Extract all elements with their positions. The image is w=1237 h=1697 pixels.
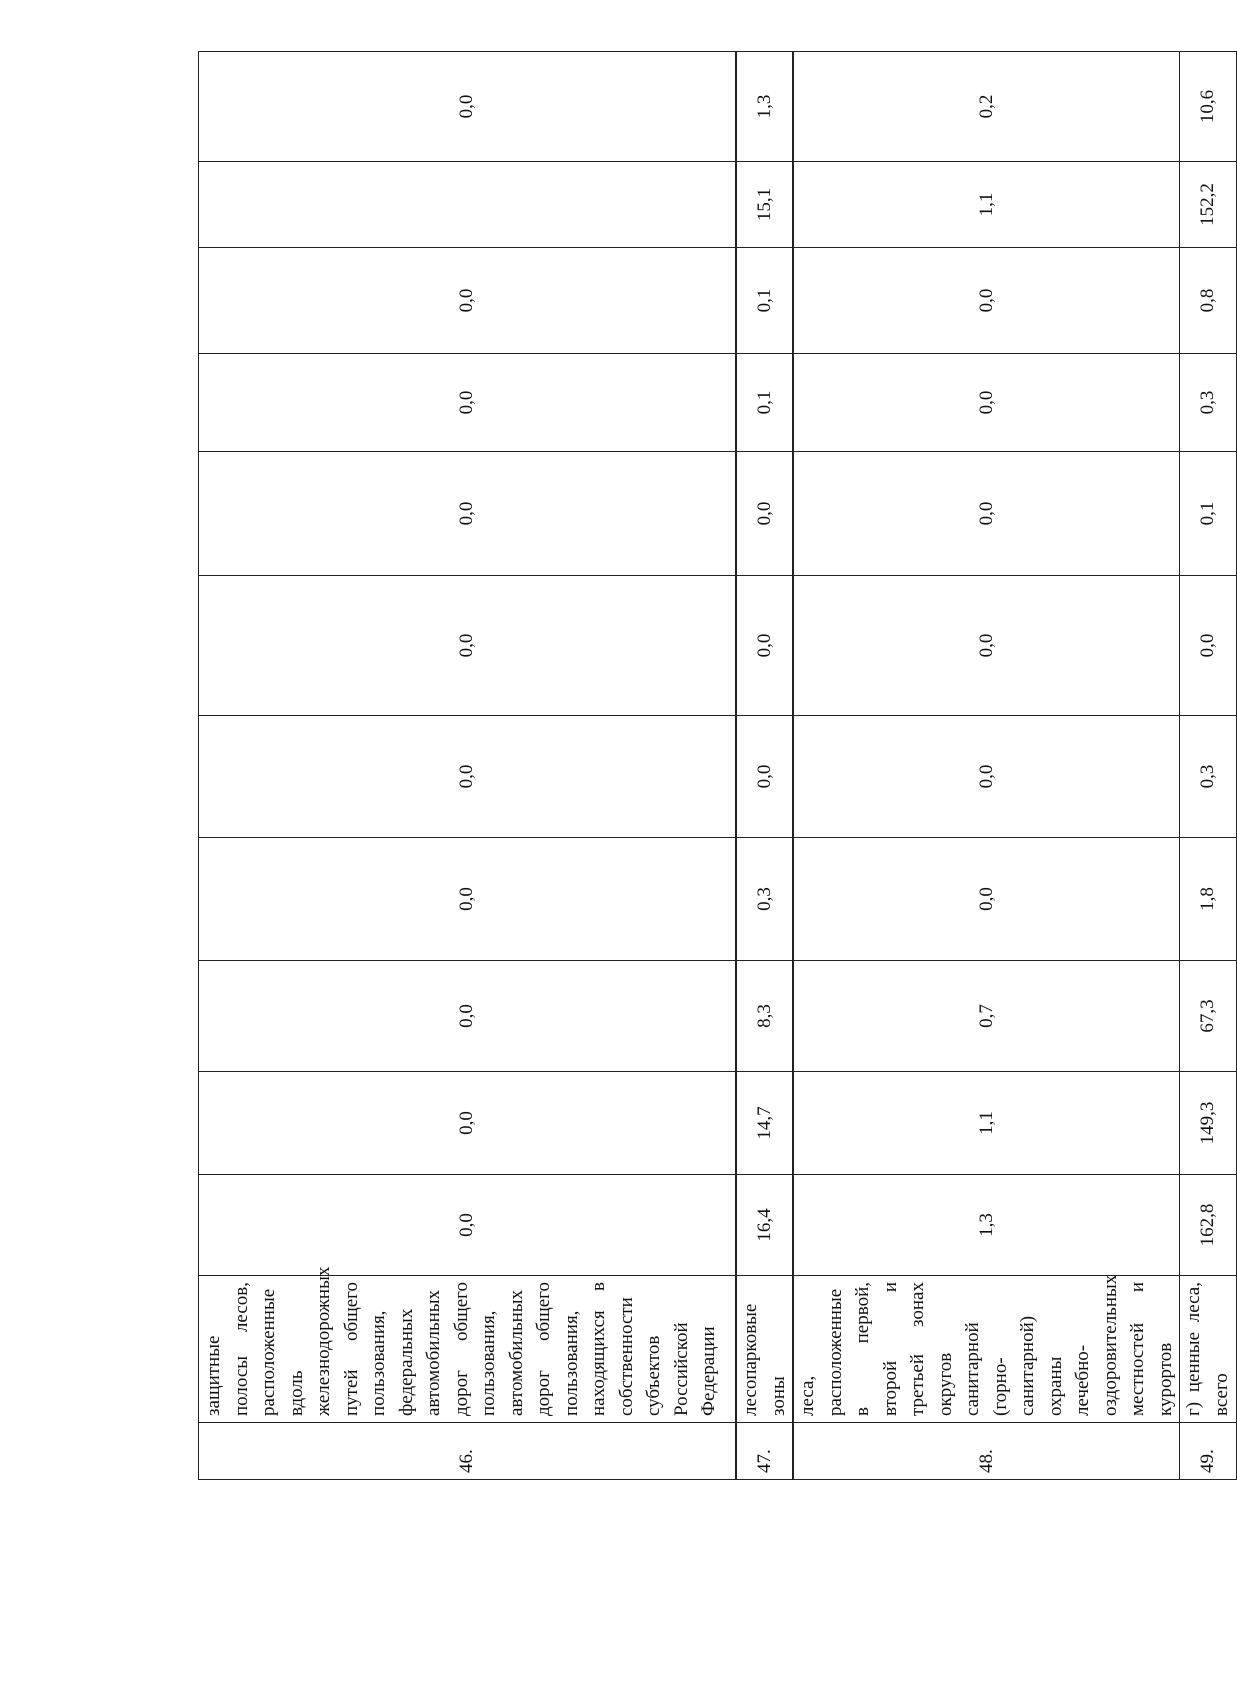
table-cell: 1,3 — [793, 1175, 1180, 1276]
row-name: г) ценные леса, всего — [1180, 1276, 1237, 1423]
table-cell: 0,1 — [736, 354, 793, 452]
table-cell: 0,0 — [199, 1072, 737, 1175]
table-cell: 0,0 — [793, 248, 1180, 354]
table-cell: 14,7 — [736, 1072, 793, 1175]
row-name: лесопарковые зоны — [736, 1276, 793, 1423]
table-cell: 0,0 — [793, 576, 1180, 716]
table-cell: 0,0 — [199, 354, 737, 452]
table-cell: 67,3 — [1180, 961, 1237, 1072]
table-cell: 0,0 — [793, 838, 1180, 961]
table-cell: 0,1 — [736, 248, 793, 354]
table-cell: 1,3 — [736, 52, 793, 162]
table-cell: 1,1 — [793, 1072, 1180, 1175]
rotated-table-wrapper — [198, 80, 1232, 1480]
row-number: 49. — [1180, 1423, 1237, 1480]
table-cell: 0,0 — [736, 576, 793, 716]
table-cell — [199, 162, 737, 248]
table-cell: 0,3 — [1180, 354, 1237, 452]
table-cell: 152,2 — [1180, 162, 1237, 248]
table-cell: 0,0 — [199, 576, 737, 716]
table-cell: 8,3 — [736, 961, 793, 1072]
table-cell: 0,0 — [199, 961, 737, 1072]
table-row — [793, 52, 1180, 1480]
table-cell: 149,3 — [1180, 1072, 1237, 1175]
table-cell: 0,8 — [1180, 248, 1237, 354]
row-number: 46. — [199, 1423, 737, 1480]
row-number: 47. — [736, 1423, 793, 1480]
table-cell: 0,0 — [199, 248, 737, 354]
table-cell: 0,0 — [793, 716, 1180, 838]
table-cell: 0,0 — [199, 1175, 737, 1276]
table-row — [199, 52, 737, 1480]
table-cell: 0,0 — [199, 716, 737, 838]
table-cell: 0,1 — [1180, 452, 1237, 576]
table-cell: 0,3 — [1180, 716, 1237, 838]
row-number: 48. — [793, 1423, 1180, 1480]
table-cell: 0,0 — [793, 452, 1180, 576]
table-cell: 0,0 — [793, 354, 1180, 452]
table-cell: 0,0 — [199, 452, 737, 576]
table-cell: 0,0 — [199, 52, 737, 162]
table-cell: 0,7 — [793, 961, 1180, 1072]
table-row — [1180, 52, 1237, 1480]
table-cell: 15,1 — [736, 162, 793, 248]
row-name: леса, расположенные в первой, второй и третьей зонах округов санитарной (горно-санитарной) охраны лечебно-оздоровительных местностей и курортов — [793, 1276, 1180, 1423]
table-cell: 0,0 — [736, 716, 793, 838]
data-table — [198, 51, 1237, 1480]
table-cell: 162,8 — [1180, 1175, 1237, 1276]
table-cell: 0,0 — [736, 452, 793, 576]
table-row — [736, 52, 793, 1480]
row-name: защитные полосы лесов, расположенные вдоль железнодорожных путей общего пользования, федеральных автомобильных дорог общего пользования, автомобильных дорог общего пользования, находящихся в собственности субъектов Российской Федерации — [199, 1276, 737, 1423]
table-cell: 0,2 — [793, 52, 1180, 162]
table-cell: 0,0 — [1180, 576, 1237, 716]
table-cell: 10,6 — [1180, 52, 1237, 162]
table-cell: 0,3 — [736, 838, 793, 961]
table-cell: 1,1 — [793, 162, 1180, 248]
table-cell: 1,8 — [1180, 838, 1237, 961]
table-cell: 16,4 — [736, 1175, 793, 1276]
table-cell: 0,0 — [199, 838, 737, 961]
